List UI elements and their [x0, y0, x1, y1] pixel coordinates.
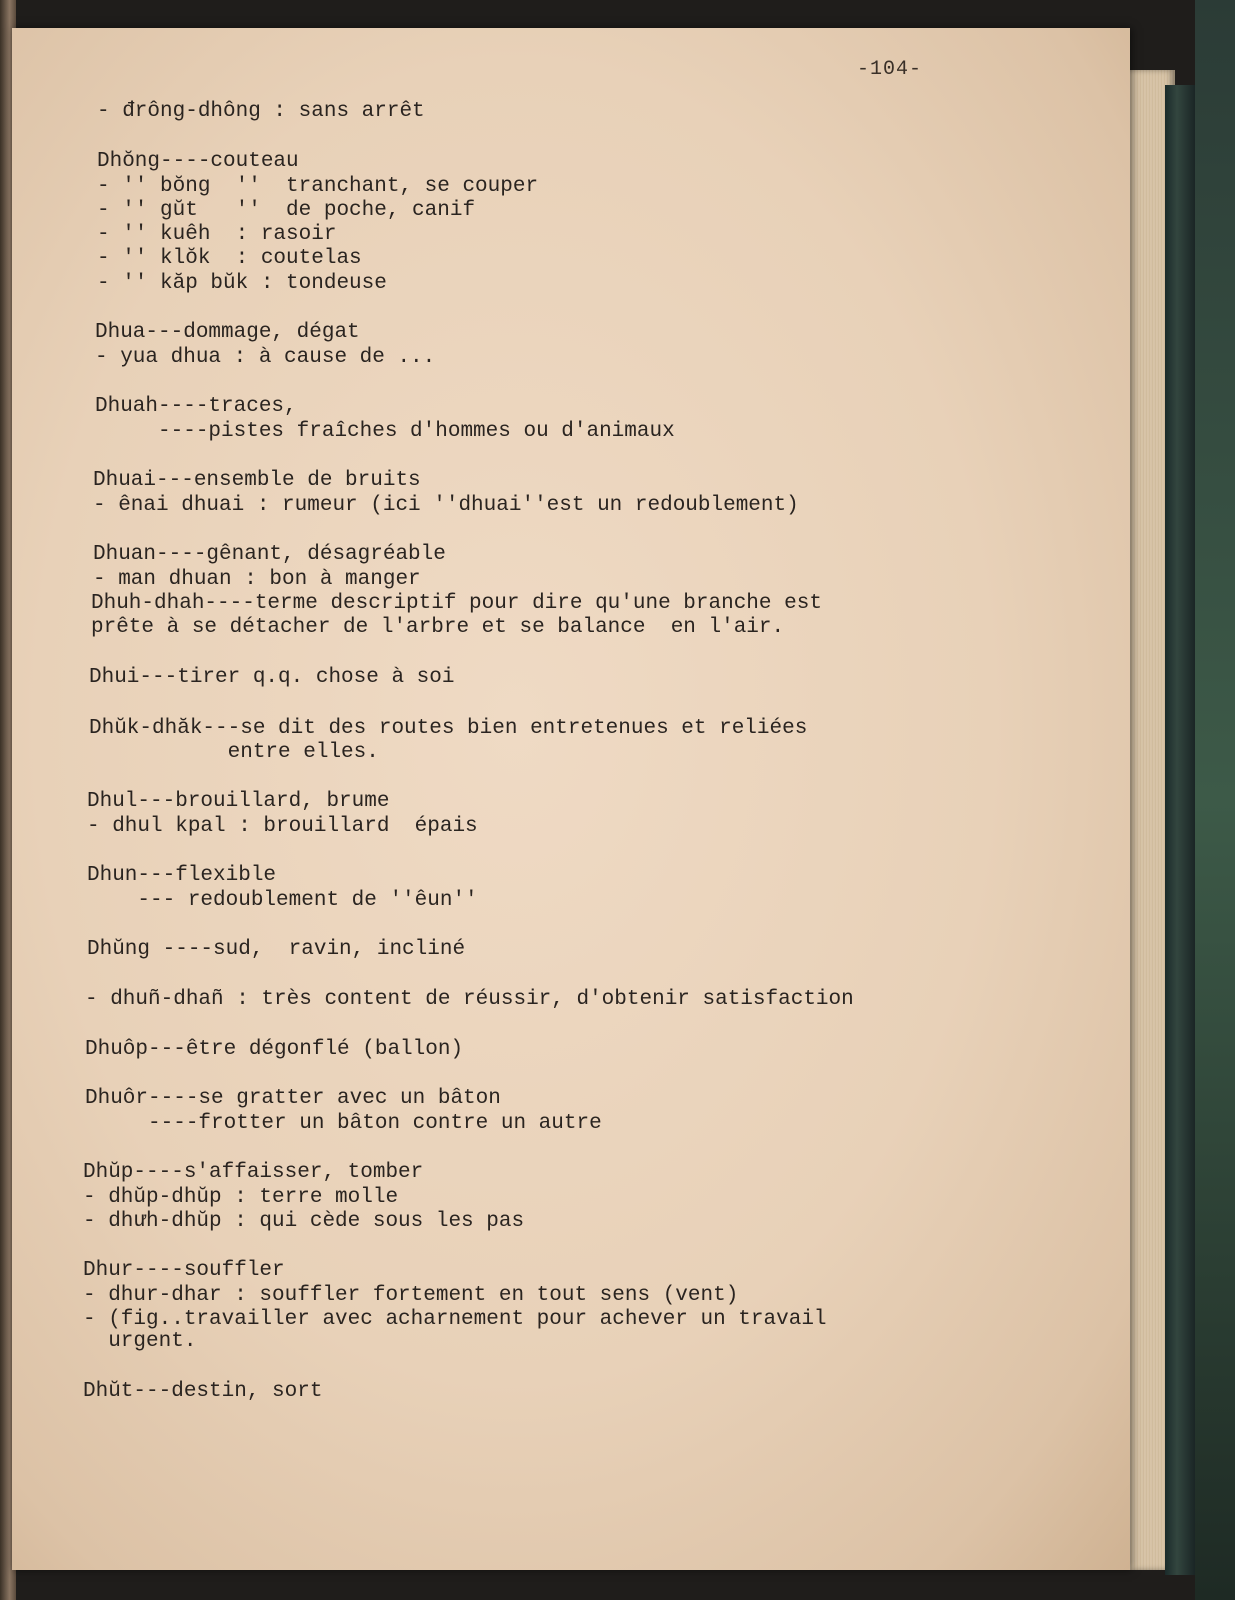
entry-line: - '' kăp bŭk : tondeuse	[97, 272, 387, 295]
entry-line: - dhŭp-dhŭp : terre molle	[83, 1186, 399, 1209]
entry-line: - '' gŭt '' de poche, canif	[97, 199, 476, 222]
entry-line: ----frotter un bâton contre un autre	[85, 1112, 602, 1135]
entry-line: Dhuah----traces,	[95, 395, 297, 418]
entry-line: Dhŭp----s'affaisser, tomber	[83, 1161, 424, 1184]
entry-line: - dhur-dhar : souffler fortement en tout sens (vent)	[83, 1284, 739, 1307]
entry-line: Dhuan----gênant, désagréable	[93, 543, 446, 566]
background	[1195, 0, 1235, 1600]
entry-line: Dhuôp---être dégonflé (ballon)	[85, 1038, 464, 1061]
entry-line: Dhŏng----couteau	[97, 150, 299, 173]
entry-line: Dhŭng ----sud, ravin, incliné	[87, 938, 466, 961]
entry-line: Dhuai---ensemble de bruits	[93, 469, 421, 492]
entry-line: Dhuôr----se gratter avec un bâton	[85, 1087, 501, 1110]
entry-line: - đrông-dhông : sans arrêt	[97, 100, 425, 123]
typed-page	[12, 28, 1130, 1570]
entry-line: - '' bŏng '' tranchant, se couper	[97, 175, 539, 198]
entry-line: - (fig..travailler avec acharnement pour achever un travail	[83, 1308, 827, 1331]
entry-line: Dhun---flexible	[87, 864, 277, 887]
entry-line: - dhưh-dhŭp : qui cède sous les pas	[83, 1210, 525, 1233]
entry-line: - dhul kpal : brouillard épais	[87, 815, 478, 838]
entry-line: - dhuñ-dhañ : très content de réussir, d'obtenir satisfaction	[85, 988, 854, 1011]
entry-line: Dhur----souffler	[83, 1259, 285, 1282]
entry-line: urgent.	[83, 1330, 197, 1353]
entry-line: entre elles.	[89, 741, 379, 764]
entry-line: - '' kuêh : rasoir	[97, 223, 337, 246]
entry-line: - yua dhua : à cause de ...	[95, 346, 436, 369]
entry-line: Dhui---tirer q.q. chose à soi	[89, 666, 455, 689]
entry-line: ----pistes fraîches d'hommes ou d'animaux	[95, 420, 675, 443]
book-cover	[1165, 85, 1195, 1575]
entry-line: --- redoublement de ''êun''	[87, 889, 478, 912]
entry-line: Dhŭt---destin, sort	[83, 1380, 323, 1403]
entry-line: Dhuh-dhah----terme descriptif pour dire qu'une branche est	[91, 592, 822, 615]
entry-line: prête à se détacher de l'arbre et se balance en l'air.	[91, 616, 785, 639]
entry-line: Dhul---brouillard, brume	[87, 790, 390, 813]
page-number: -104-	[857, 58, 923, 81]
entry-line: - ênai dhuai : rumeur (ici ''dhuai''est un redoublement)	[93, 494, 799, 517]
entry-line: - '' klŏk : coutelas	[97, 247, 362, 270]
entry-line: - man dhuan : bon à manger	[93, 568, 421, 591]
entry-line: Dhŭk-dhăk---se dit des routes bien entretenues et reliées	[89, 717, 808, 740]
entry-line: Dhua---dommage, dégat	[95, 321, 360, 344]
